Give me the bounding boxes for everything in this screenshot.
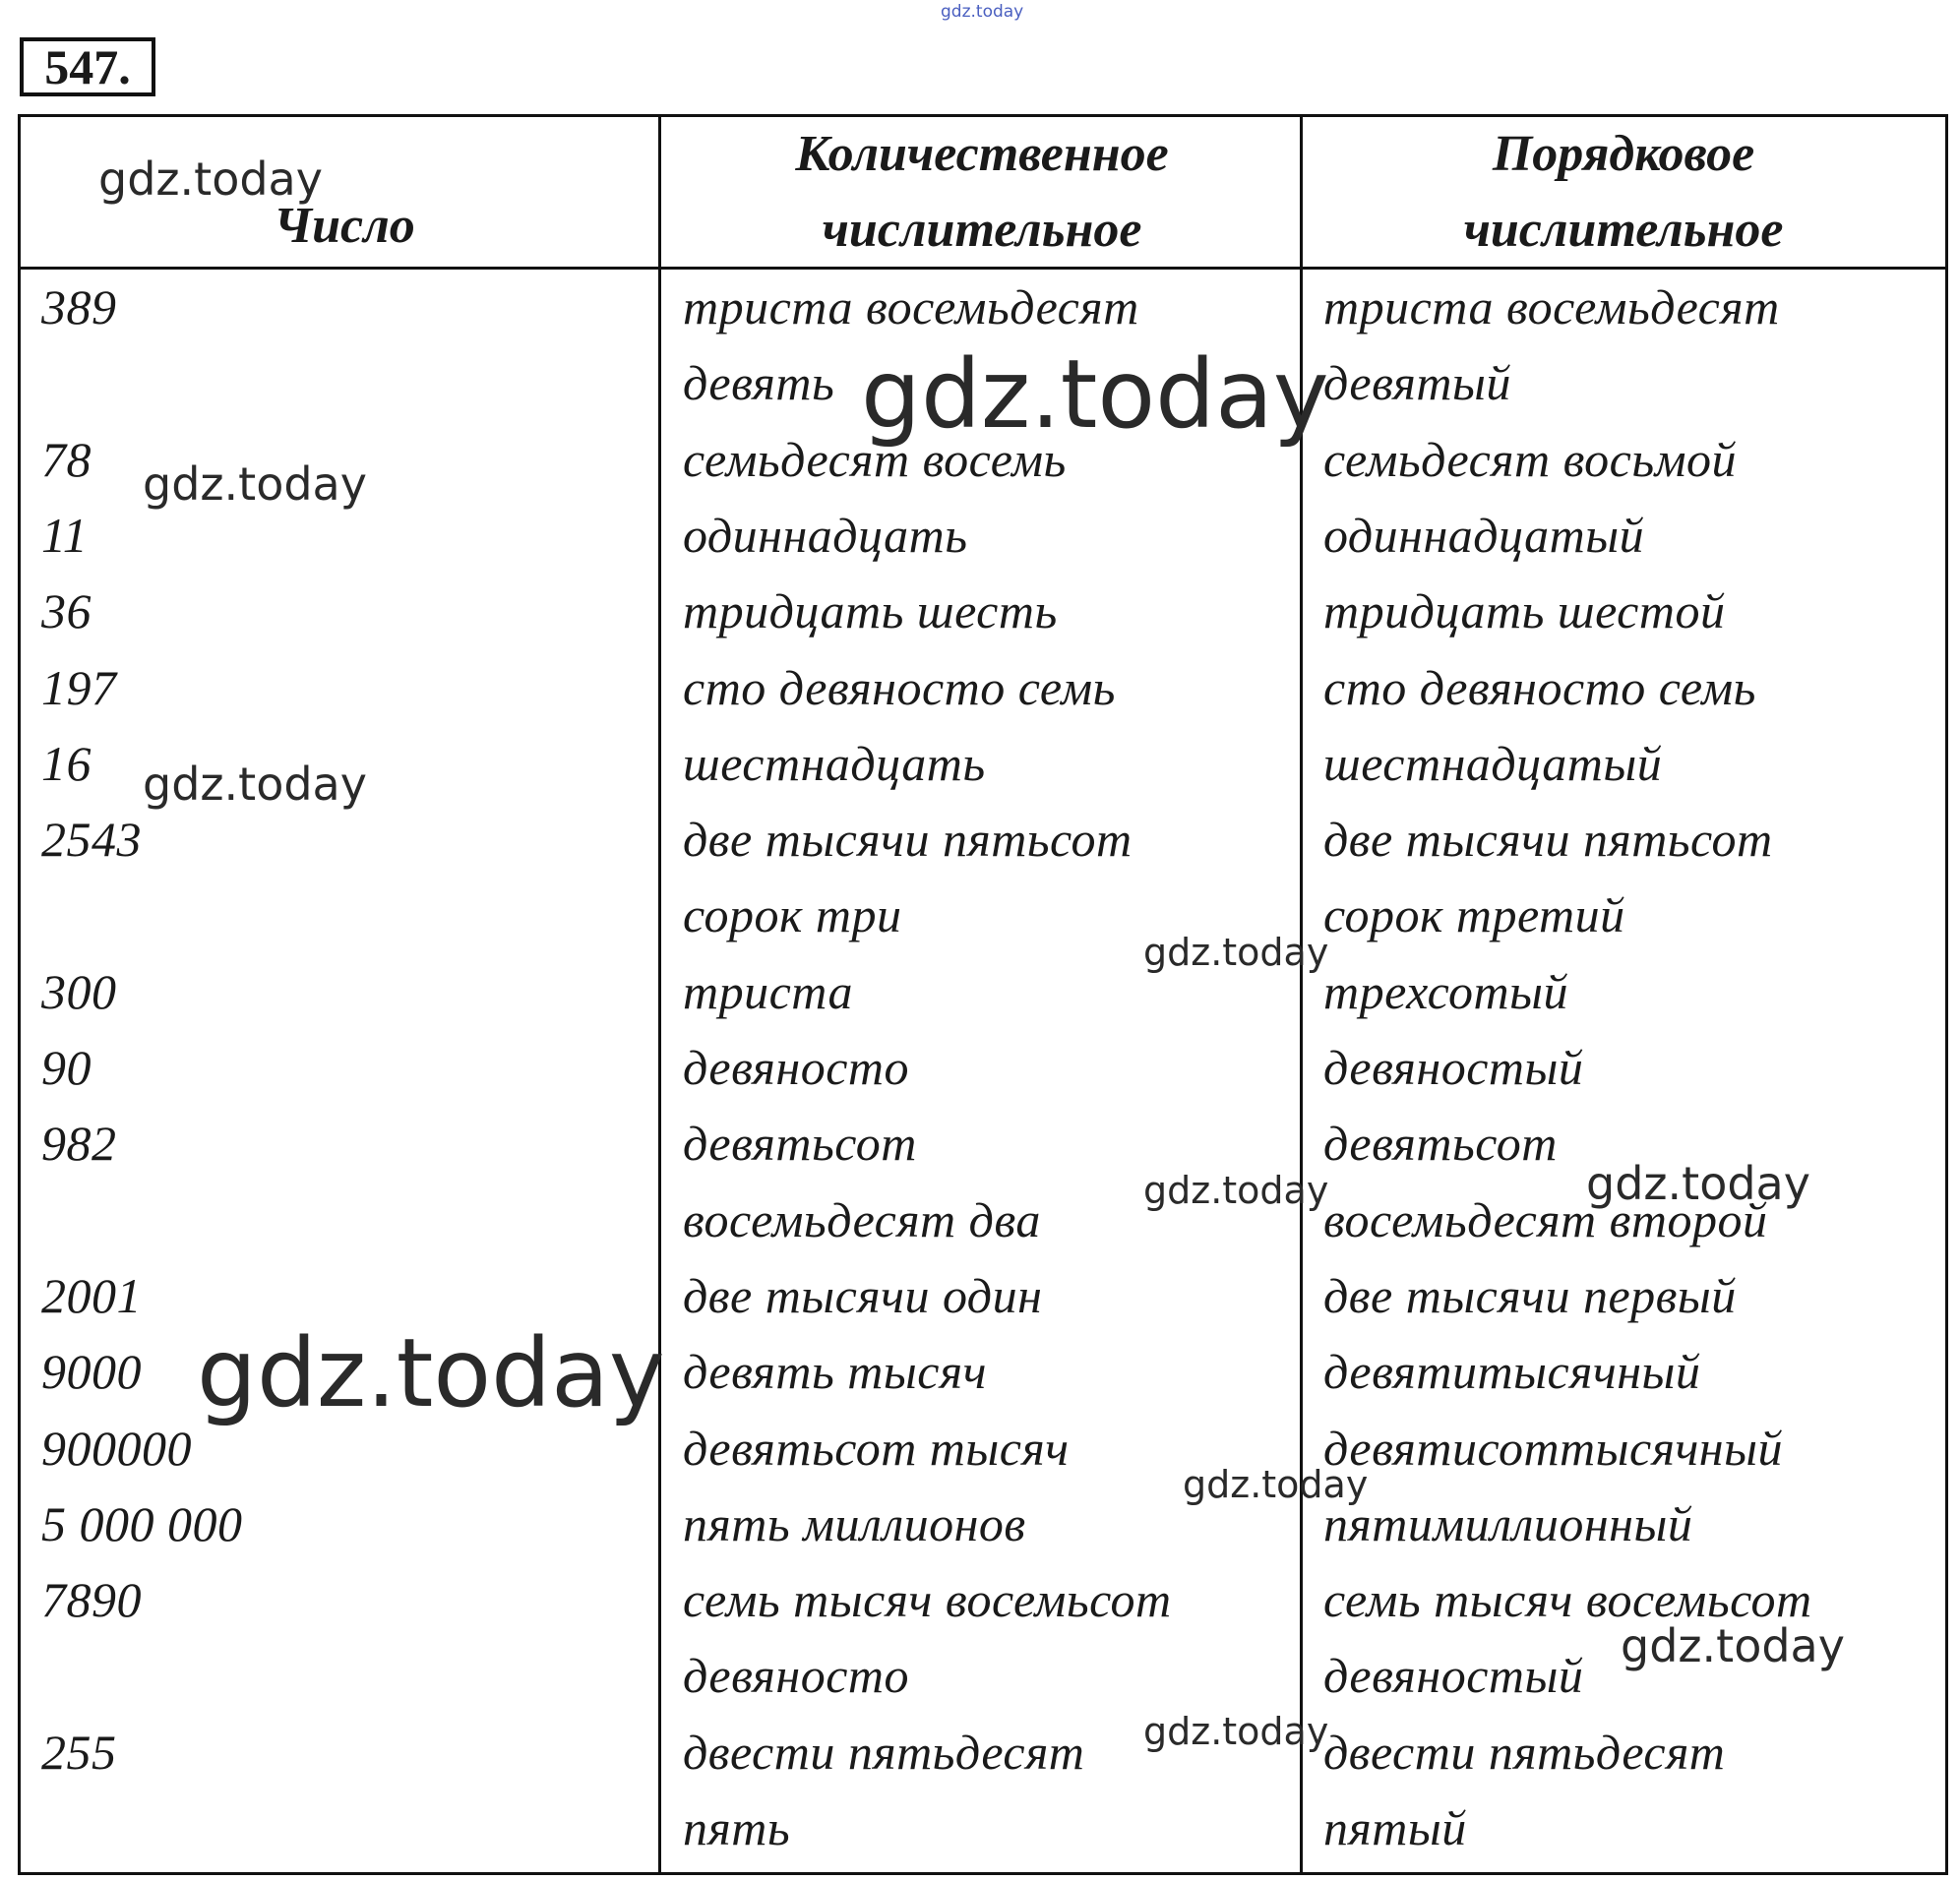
exercise-number: 547. (20, 37, 155, 96)
watermark: gdz.today (98, 152, 323, 206)
cardinal-cell: шестнадцать (683, 736, 986, 791)
watermark: gdz.today (1143, 1710, 1329, 1753)
number-cell: 2543 (41, 812, 142, 867)
number-cell: 982 (41, 1116, 117, 1171)
number-cell: 5 000 000 (41, 1496, 243, 1551)
cardinal-cell: одиннадцать (683, 508, 968, 563)
ordinal-cell: шестнадцатый (1323, 736, 1663, 791)
ordinal-cell: девяностый (1323, 1648, 1584, 1703)
watermark: gdz.today (143, 457, 367, 511)
ordinal-cell: одиннадцатый (1323, 508, 1645, 563)
header-cardinal-line1: Количественное (795, 126, 1169, 182)
number-cell: 9000 (41, 1344, 142, 1399)
ordinal-cell: девяностый (1323, 1040, 1584, 1095)
ordinal-cell: две тысячи пятьсот (1323, 812, 1773, 867)
cardinal-cell: сто девяносто семь (683, 660, 1116, 715)
cardinal-cell: пять миллионов (683, 1496, 1026, 1551)
number-cell: 90 (41, 1040, 92, 1095)
ordinal-cell: девятитысячный (1323, 1344, 1701, 1399)
watermark: gdz.today (1143, 931, 1329, 974)
number-cell: 16 (41, 736, 92, 791)
cardinal-cell: двести пятьдесят (683, 1725, 1085, 1780)
ordinal-cell: две тысячи первый (1323, 1268, 1737, 1323)
cardinal-cell: девятьсот (683, 1116, 917, 1171)
number-cell: 7890 (41, 1572, 142, 1627)
cardinal-cell: тридцать шесть (683, 583, 1058, 638)
ordinal-cell: девятый (1323, 355, 1511, 410)
watermark: gdz.today (197, 1318, 665, 1428)
number-cell: 197 (41, 660, 117, 715)
cardinal-cell: две тысячи пятьсот (683, 812, 1133, 867)
ordinal-cell: трехсотый (1323, 964, 1569, 1019)
ordinal-cell: тридцать шестой (1323, 583, 1726, 638)
ordinal-cell: девятьсот (1323, 1116, 1558, 1171)
ordinal-cell: триста восемьдесят (1323, 279, 1780, 334)
number-cell: 36 (41, 583, 92, 638)
cardinal-cell: две тысячи один (683, 1268, 1043, 1323)
header-cardinal-line2: числительное (822, 202, 1142, 258)
ordinal-cell: сто девяносто семь (1323, 660, 1756, 715)
cardinal-cell: семь тысяч восемьсот (683, 1572, 1172, 1627)
watermark-top: gdz.today (941, 2, 1024, 22)
number-cell: 11 (41, 508, 89, 563)
cardinal-cell: триста восемьдесят (683, 279, 1139, 334)
ordinal-cell: пятый (1323, 1800, 1467, 1855)
number-cell: 300 (41, 964, 117, 1019)
header-ordinal-line2: числительное (1463, 202, 1784, 258)
number-cell: 255 (41, 1725, 117, 1780)
cardinal-cell: девяносто (683, 1648, 909, 1703)
number-cell: 2001 (41, 1268, 142, 1323)
cardinal-cell: триста (683, 964, 854, 1019)
cardinal-cell: сорок три (683, 887, 902, 942)
ordinal-cell: семь тысяч восемьсот (1323, 1572, 1812, 1627)
watermark: gdz.today (861, 339, 1329, 450)
header-ordinal-line1: Порядковое (1492, 126, 1755, 182)
header-ordinal (1303, 116, 1944, 268)
column-divider (1300, 114, 1303, 1875)
header-number: Число (274, 198, 415, 254)
watermark: gdz.today (1586, 1157, 1810, 1210)
ordinal-cell: восемьдесят второй (1323, 1192, 1768, 1247)
watermark: gdz.today (143, 758, 367, 811)
ordinal-cell: двести пятьдесят (1323, 1725, 1726, 1780)
ordinal-cell: сорок третий (1323, 887, 1625, 942)
number-cell: 389 (41, 279, 117, 334)
watermark: gdz.today (1621, 1619, 1845, 1672)
cardinal-cell: девяносто (683, 1040, 909, 1095)
ordinal-cell: пятимиллионный (1323, 1496, 1693, 1551)
watermark: gdz.today (1143, 1169, 1329, 1212)
header-cardinal (661, 116, 1303, 268)
column-divider (658, 114, 661, 1875)
number-cell: 78 (41, 432, 92, 487)
watermark: gdz.today (1183, 1463, 1369, 1506)
cardinal-cell: девятьсот тысяч (683, 1421, 1070, 1476)
ordinal-cell: девятисоттысячный (1323, 1421, 1783, 1476)
cardinal-cell: семьдесят восемь (683, 432, 1067, 487)
ordinal-cell: семьдесят восьмой (1323, 432, 1738, 487)
cardinal-cell: девять (683, 355, 835, 410)
cardinal-cell: восемьдесят два (683, 1192, 1041, 1247)
cardinal-cell: пять (683, 1800, 791, 1855)
number-cell: 900000 (41, 1421, 192, 1476)
cardinal-cell: девять тысяч (683, 1344, 988, 1399)
